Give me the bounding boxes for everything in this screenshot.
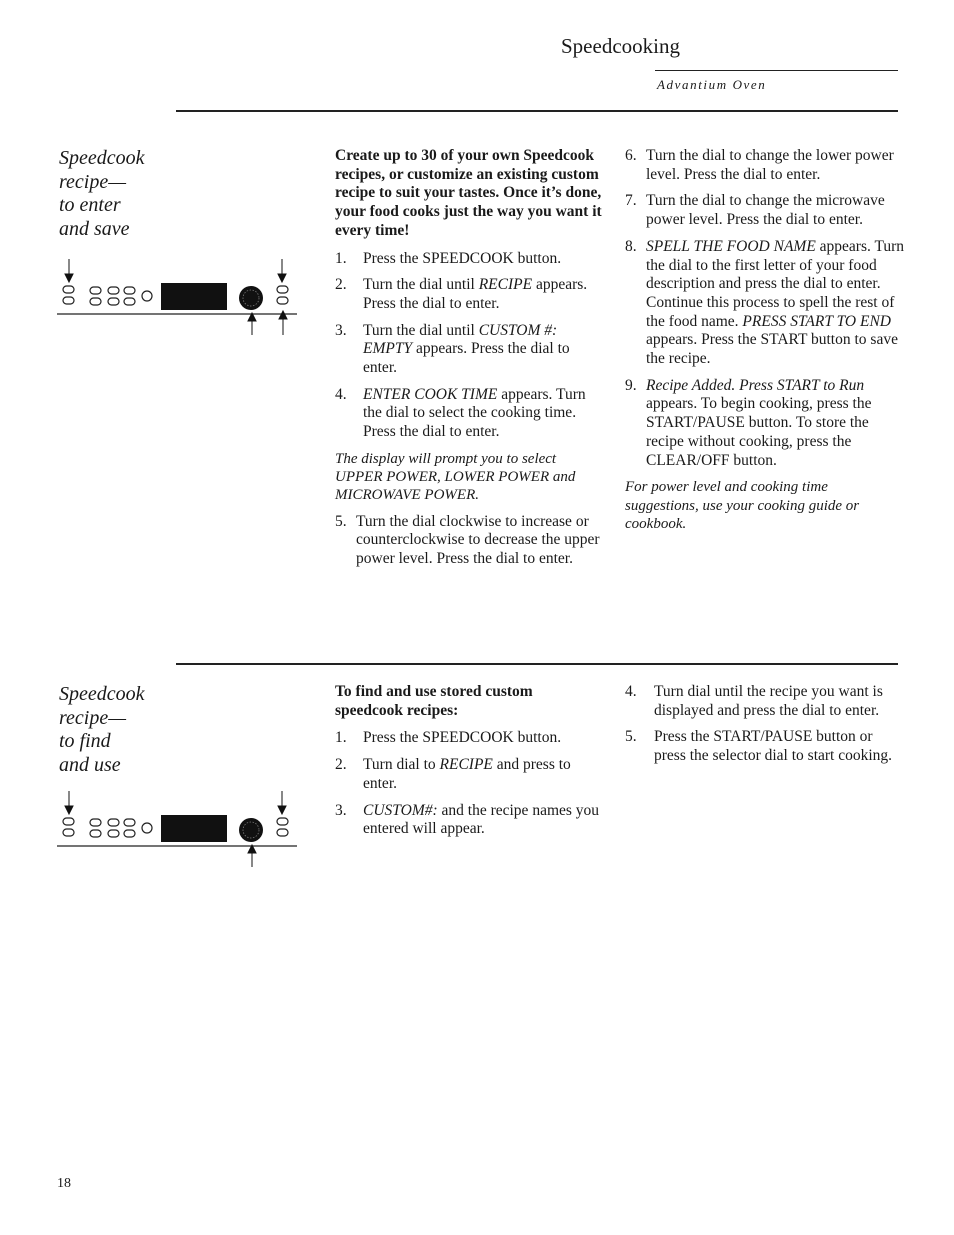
left-buttons (63, 818, 74, 836)
control-panel-illustration (55, 257, 299, 347)
page-title: Speedcooking (561, 34, 680, 58)
section-divider-1 (176, 110, 898, 112)
heading-line: to find (59, 730, 111, 752)
step-number: 5. (625, 728, 637, 746)
heading-line: to enter (59, 194, 121, 216)
step-text: Press the SPEEDCOOK button. (363, 249, 562, 267)
list-item (625, 683, 905, 720)
section1-note: The display will prompt you to select UPPER POWER, LOWER POWER and MICROWAVE POWER. (335, 450, 576, 504)
heading-line: and use (59, 753, 121, 776)
step-number: 6. (625, 147, 637, 164)
section1-step5 (335, 513, 603, 569)
section2-steps (335, 729, 603, 839)
page-subtitle: Advantium Oven (657, 77, 767, 92)
step-number: 2. (335, 756, 347, 774)
right-buttons (277, 818, 288, 836)
step-number: 4. (335, 385, 347, 403)
step-text: RECIPE (439, 756, 493, 774)
list-item (625, 238, 905, 369)
section1-steps (335, 250, 603, 442)
step-text: Turn the dial clockwise to increase or counterclockwise to decrease the upper power level. Press the dial to enter. (356, 512, 600, 568)
option-buttons (90, 287, 152, 305)
step-number: 9. (625, 376, 637, 394)
section1-heading (59, 147, 179, 241)
list-item (335, 729, 603, 748)
step-text: PRESS START TO END (742, 312, 891, 330)
list-item (335, 386, 603, 442)
list-item (335, 756, 603, 793)
section2-intro: To find and use stored custom speedcook recipes: (335, 683, 533, 719)
subtitle-rule (655, 70, 898, 71)
step-number: 4. (625, 683, 637, 700)
section-divider-2 (176, 663, 898, 665)
list-item (335, 513, 603, 569)
section1-intro: Create up to 30 of your own Speedcook recipes, or customize an existing custom recipe to suit your tastes. Once it’s done, your food cooks just the way you want it every time! (335, 147, 602, 239)
step-text: appears. Turn the dial to the first letter of your food description and press the dial to enter. Continue this process to spell the rest of the food name. (646, 237, 905, 330)
list-item (625, 192, 905, 229)
display-window (161, 815, 227, 842)
control-panel-illustration (55, 789, 299, 879)
step-number: 1. (335, 249, 347, 267)
step-text: and press to enter. (363, 756, 571, 792)
list-item (625, 728, 905, 765)
heading-line: and save (59, 217, 130, 240)
display-window (161, 283, 227, 310)
step-text: Turn the dial to change the lower power level. Press the dial to enter. (646, 147, 894, 183)
step-number: 7. (625, 192, 637, 210)
step-text: Turn the dial until (363, 321, 479, 339)
step-number: 3. (335, 321, 347, 339)
step-text: appears. Press the dial to enter. (363, 276, 588, 312)
step-text: SPELL THE FOOD NAME (646, 237, 816, 255)
step-number: 5. (335, 512, 347, 530)
step-text: appears. To begin cooking, press the START/PAUSE button. To store the recipe without cooking, press the CLEAR/OFF button. (646, 395, 872, 469)
left-buttons (63, 286, 74, 304)
right-buttons (277, 286, 288, 304)
step-text: appears. Press the START button to save the recipe. (646, 331, 898, 368)
step-text: Press the START/PAUSE button or press the selector dial to start cooking. (654, 728, 893, 765)
step-number: 8. (625, 237, 637, 255)
page-number: 18 (57, 1176, 71, 1191)
step-text: and the recipe names you entered will appear. (363, 801, 600, 838)
section2-column-right (625, 683, 905, 774)
section1-steps-right (625, 147, 905, 470)
step-text: Recipe Added. Press START to Run (646, 376, 865, 394)
option-buttons (90, 819, 152, 837)
list-item (625, 377, 905, 471)
section2-steps-right (625, 683, 905, 766)
section1-note2: For power level and cooking time suggestions, use your cooking guide or cookbook. (625, 479, 860, 532)
list-item (625, 147, 905, 184)
step-text: ENTER COOK TIME (363, 385, 498, 403)
section1-column-right (625, 147, 905, 541)
list-item (335, 250, 603, 269)
step-text: Turn dial to (363, 756, 440, 774)
step-text: appears. Turn the dial to select the cooking time. Press the dial to enter. (363, 385, 586, 441)
step-number: 3. (335, 801, 347, 819)
step-number: 1. (335, 729, 347, 747)
heading-line: recipe— (59, 706, 127, 729)
step-text: Turn dial until the recipe you want is displayed and press the dial to enter. (654, 683, 883, 719)
section2-column-left (335, 683, 603, 847)
list-item (335, 322, 603, 378)
step-text: RECIPE (478, 276, 533, 294)
step-text: Press the SPEEDCOOK button. (363, 729, 562, 747)
list-item (335, 276, 603, 313)
step-text: Turn the dial to change the microwave power level. Press the dial to enter. (646, 192, 885, 229)
step-number: 2. (335, 276, 347, 294)
section2-heading (59, 683, 179, 777)
step-text: appears. Press the dial to enter. (363, 340, 570, 377)
heading-line: Speedcook (59, 683, 145, 705)
step-text: CUSTOM#: (363, 801, 438, 819)
section1-column-left (335, 147, 603, 577)
heading-line: Speedcook (59, 147, 145, 169)
list-item (335, 802, 603, 839)
heading-line: recipe— (59, 170, 127, 193)
step-text: Turn the dial until (363, 276, 479, 294)
step-text: CUSTOM #: EMPTY (363, 321, 558, 358)
